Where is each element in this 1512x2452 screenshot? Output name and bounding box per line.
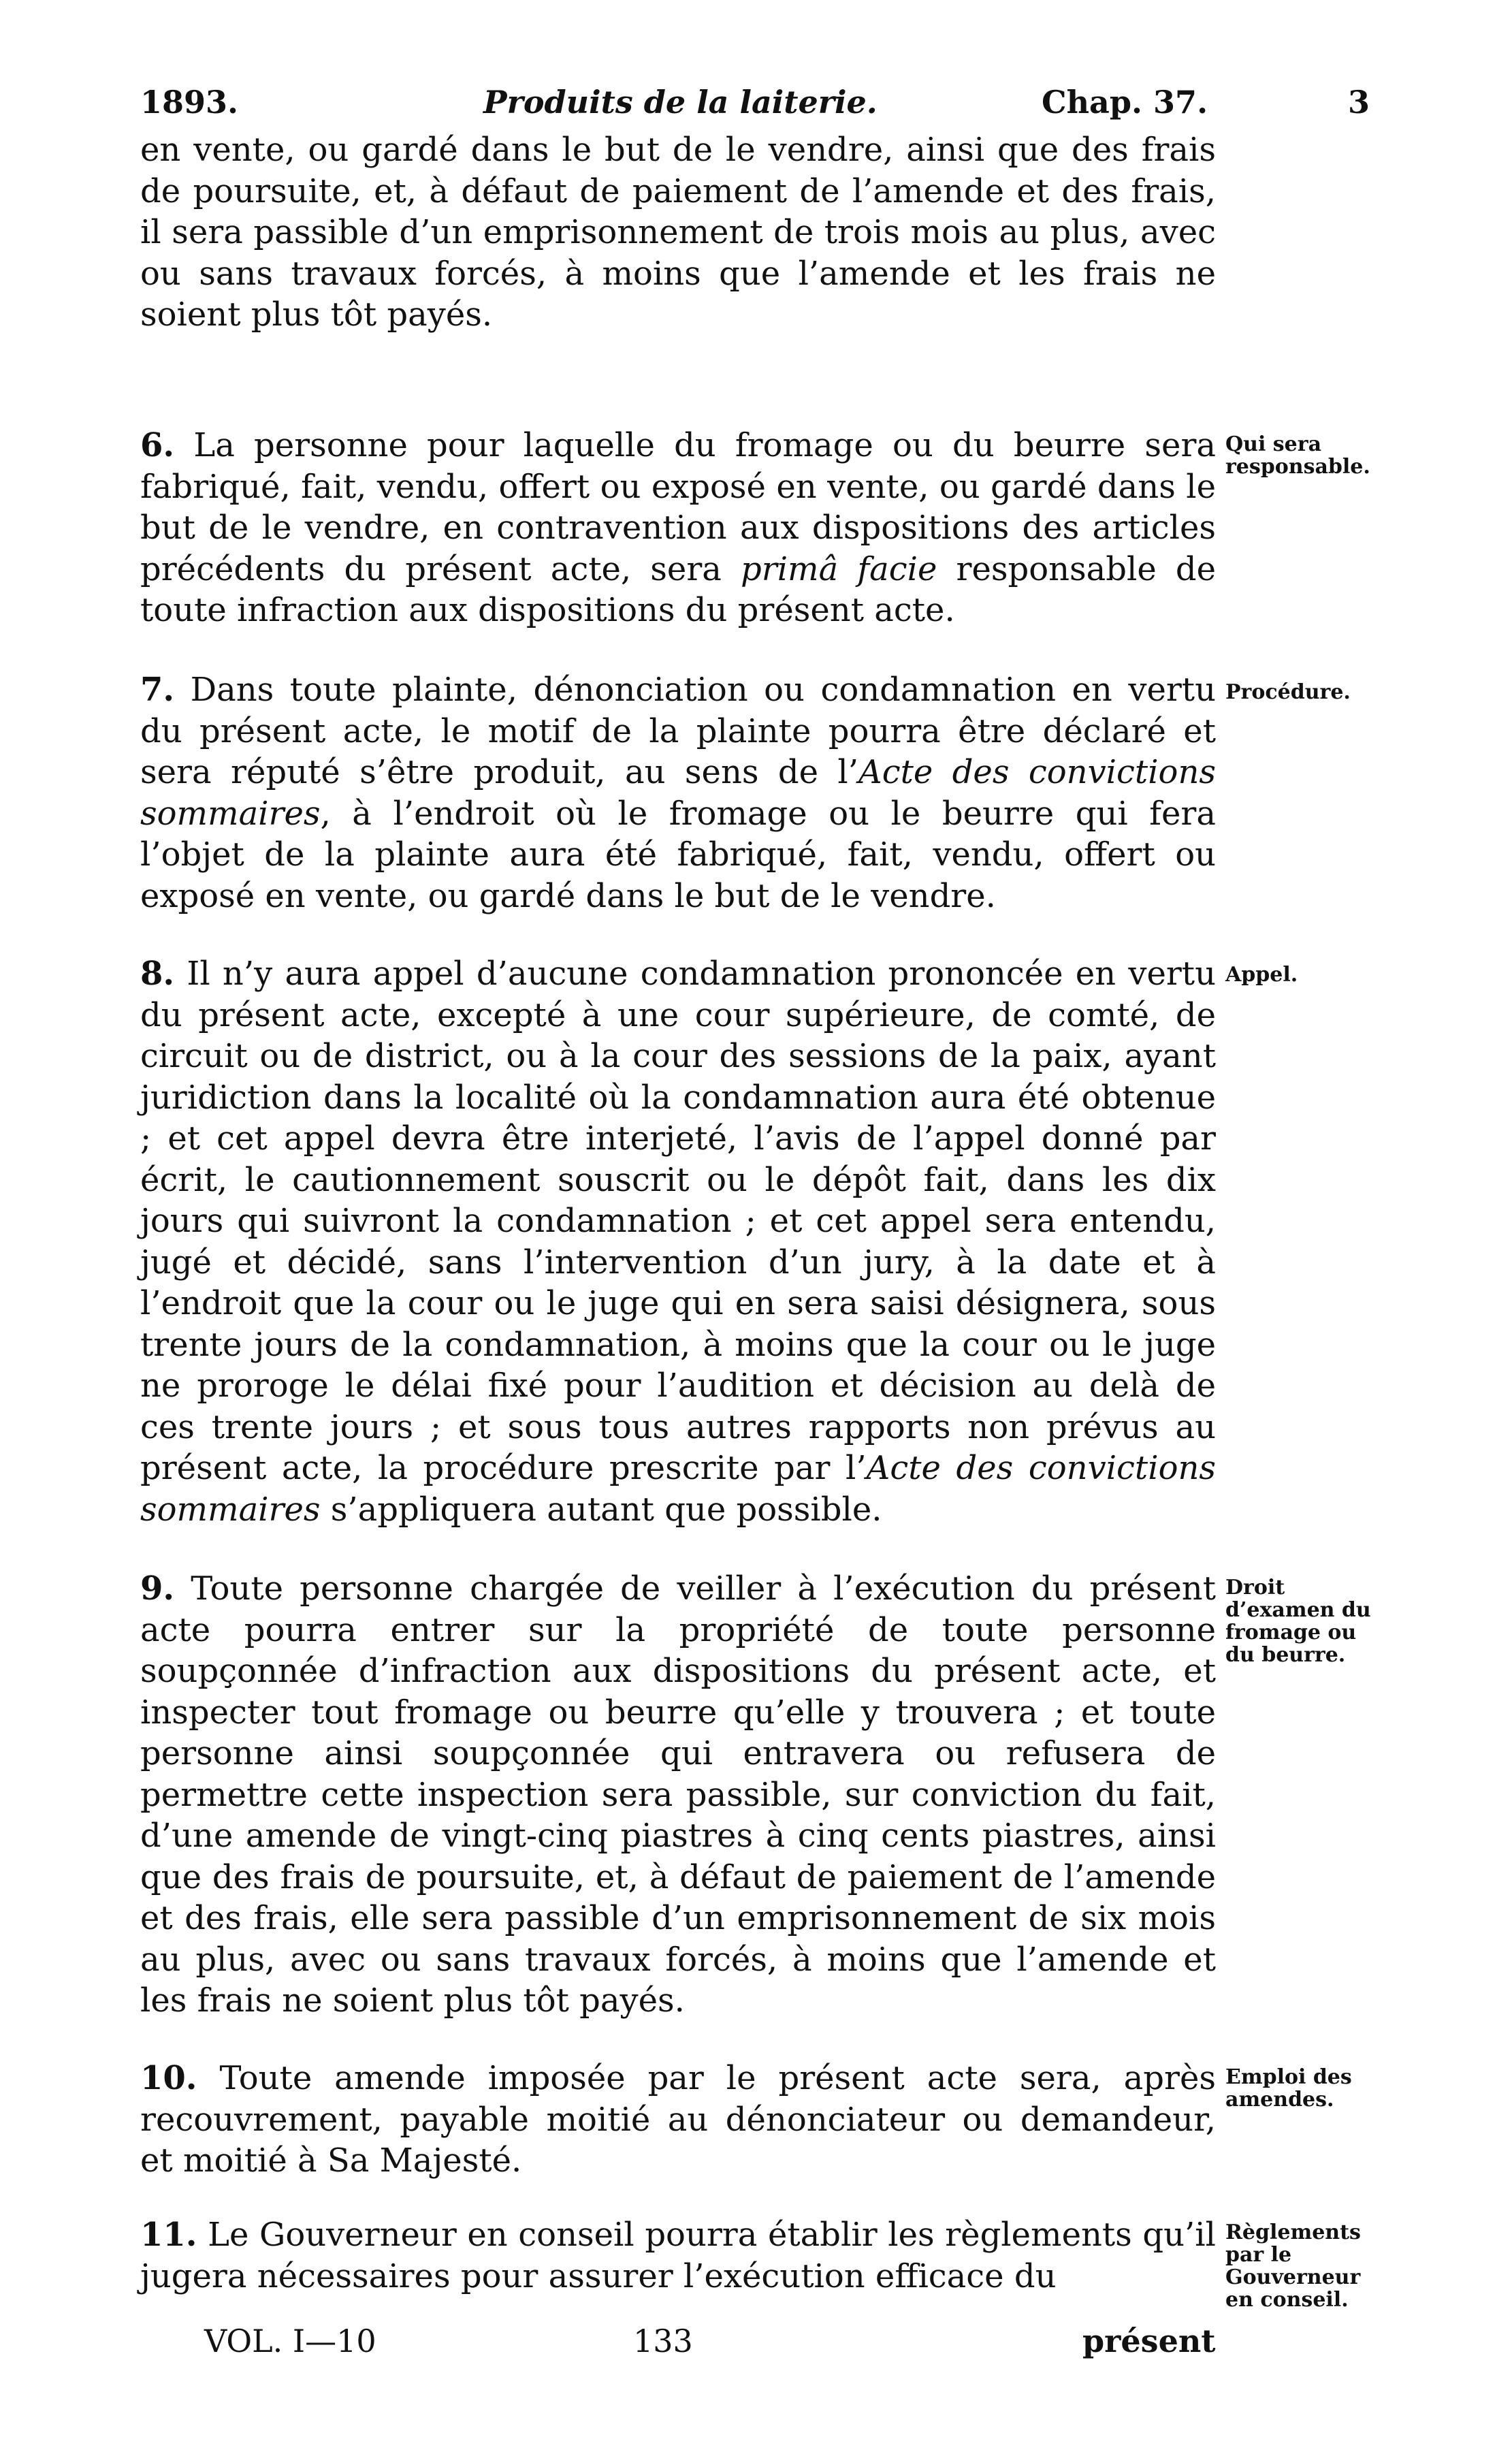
section-number: 8.	[140, 955, 175, 993]
text-run: Le Gouverneur en conseil pourra établir les règlements qu’il jugera nécessaires pour assurer l’exécution efficace du	[140, 2216, 1216, 2295]
section-9	[140, 1568, 1216, 2022]
section-number: 9.	[140, 1570, 175, 1608]
margin-note-9: Droit d’examen du fromage ou du beurre.	[1225, 1576, 1371, 1667]
text-run: Toute personne chargée de veiller à l’exécution du présent acte pourra entrer sur la propriété de toute personne soupçonnée d’infraction aux dispositions du présent acte, et inspecter tout fromage ou beurre qu’elle y trouvera ; et toute personne ainsi soupçonnée qui entravera ou refusera de permettre cette inspection sera passible, sur conviction du fait, d’une amende de vingt-cinq piastres à cinq cents piastres, ainsi que des frais de poursuite, et, à défaut de paiement de l’amende et des frais, elle sera passible d’un emprisonnement de six mois au plus, avec ou sans travaux forcés, à moins que l’amende et les frais ne soient plus tôt payés.	[140, 1570, 1216, 2020]
margin-note-6: Qui sera responsable.	[1225, 432, 1370, 479]
text-run: Toute amende imposée par le présent acte sera, après recouvrement, payable moitié au dénonciateur ou demandeur, et moitié à Sa Majesté.	[140, 2059, 1216, 2180]
text-run: Dans toute plainte, dénonciation ou condamnation en vertu du présent acte, le motif de la plainte pourra être déclaré et sera réputé s’être produit, au sens de l’	[140, 671, 1216, 791]
italic-run: primâ facie	[741, 550, 937, 588]
header-year: 1893.	[140, 84, 239, 121]
text-run: La personne pour laquelle du fromage ou du beurre sera fabriqué, fait, vendu, offert ou exposé en vente, ou gardé dans le but de le vendre, en contravention aux dispositions des articles précédents du présent acte, sera	[140, 426, 1216, 588]
margin-note-10: Emploi des amendes.	[1225, 2065, 1352, 2112]
section-10	[140, 2058, 1216, 2182]
text-run: responsable de toute infraction aux dispositions du présent acte.	[140, 550, 1217, 629]
margin-note-7: Procédure.	[1225, 680, 1351, 704]
text-run: Il n’y aura appel d’aucune condamnation prononcée en vertu du présent acte, excepté à une cour supérieure, de comté, de circuit ou de district, ou à la cour des sessions de la paix, ayant juridiction dans la localité où la condamnation aura été obtenue ; et cet appel devra être interjeté, l’avis de l’appel donné par écrit, le cautionnement souscrit ou le dépôt fait, dans les dix jours qui suivront la condamnation ; et cet appel sera entendu, jugé et décidé, sans l’intervention d’un jury, à la date et à l’endroit que la cour ou le juge qui en sera saisi désignera, sous trente jours de la condamnation, à moins que la cour ou le juge ne proroge le délai fixé pour l’audition et décision au delà de ces trente jours ; et sous tous autres rapports non prévus au présent acte, la procédure prescrite par l’	[140, 955, 1216, 1487]
footer-catchword: présent	[1082, 2323, 1216, 2359]
text-run: , à l’endroit où le fromage ou le beurre qui fera l’objet de la plainte aura été fabriqué, fait, vendu, offert ou exposé en vente, ou gardé dans le but de le vendre.	[140, 794, 1216, 915]
header-page-number: 3	[1348, 84, 1370, 121]
paragraph-text	[140, 669, 1216, 917]
section-number: 6.	[140, 426, 175, 464]
header-chapter: Chap. 37.	[1042, 84, 1208, 121]
section-number: 10.	[140, 2059, 197, 2097]
paragraph-text	[140, 129, 1216, 336]
margin-note-11: Règlements par le Gouverneur en conseil.	[1225, 2220, 1361, 2312]
section-7	[140, 669, 1216, 917]
section-11	[140, 2214, 1216, 2297]
text-run: en vente, ou gardé dans le but de le vendre, ainsi que des frais de poursuite, et, à défaut de paiement de l’amende et des frais, il sera passible d’un emprisonnement de trois mois au plus, avec ou sans travaux forcés, à moins que l’amende et les frais ne soient plus tôt payés.	[140, 131, 1216, 334]
paragraph-text	[140, 425, 1216, 631]
header-title: Produits de la laiterie.	[483, 84, 878, 121]
text-run: s’appliquera autant que possible.	[320, 1490, 882, 1529]
paragraph-text	[140, 1568, 1216, 2022]
paragraph-continuation	[140, 129, 1216, 336]
paragraph-text	[140, 953, 1216, 1530]
section-number: 11.	[140, 2216, 197, 2254]
section-8	[140, 953, 1216, 1530]
margin-note-8: Appel.	[1225, 963, 1298, 987]
section-6	[140, 425, 1216, 631]
footer-volume: VOL. I—10	[204, 2323, 376, 2359]
paragraph-text	[140, 2058, 1216, 2182]
footer-folio: 133	[633, 2323, 693, 2359]
section-number: 7.	[140, 671, 175, 709]
paragraph-text	[140, 2214, 1216, 2297]
italic-run: Acte des convictions sommaires	[140, 753, 1217, 833]
italic-run: Acte des convictions sommaires	[140, 1449, 1217, 1529]
